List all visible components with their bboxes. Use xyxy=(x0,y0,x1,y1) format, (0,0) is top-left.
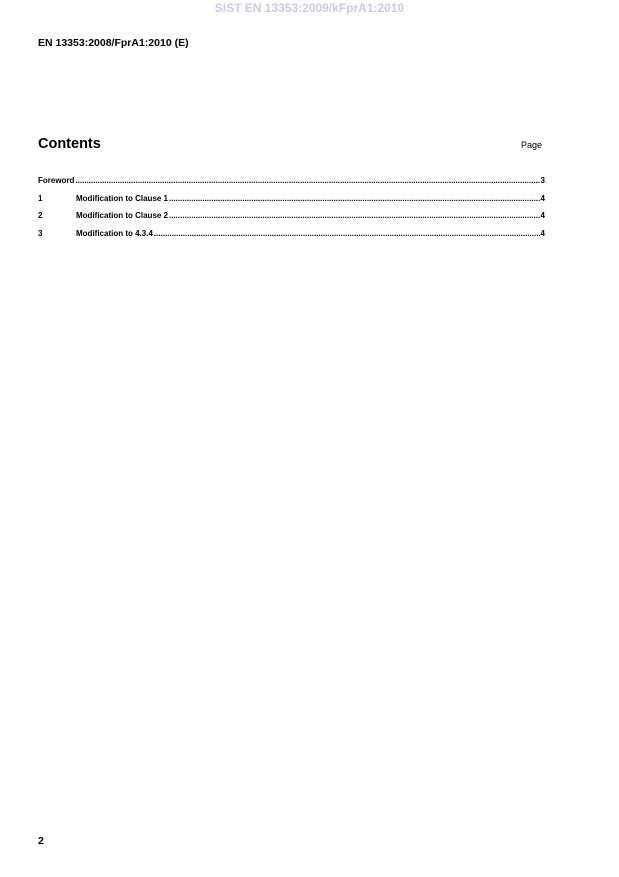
page-number: 2 xyxy=(38,835,44,847)
watermark: SIST EN 13353:2009/kFprA1:2010 xyxy=(214,1,405,15)
toc-entry-page: 4 xyxy=(540,193,545,203)
toc-entry-page: 4 xyxy=(540,211,545,221)
toc-entry-number: 2 xyxy=(38,211,43,221)
toc-entry-number: 1 xyxy=(38,193,43,203)
toc-leader-dots xyxy=(169,211,540,220)
document-header: EN 13353:2008/FprA1:2010 (E) xyxy=(38,37,189,49)
toc-entry-label: Modification to Clause 2 xyxy=(76,211,169,221)
toc-entry-1[interactable] xyxy=(38,194,545,212)
toc-entry-page: 3 xyxy=(540,176,545,185)
toc-leader-dots xyxy=(75,176,539,185)
contents-title: Contents xyxy=(38,136,101,152)
toc-entry-2[interactable] xyxy=(38,211,545,229)
toc-leader-dots xyxy=(169,194,540,203)
toc-leader-dots xyxy=(154,229,540,238)
toc-entry-label: Modification to Clause 1 xyxy=(76,193,169,203)
toc-entry-foreword[interactable] xyxy=(38,176,545,194)
toc-entry-number: 3 xyxy=(38,228,43,238)
page-column-label: Page xyxy=(521,140,543,150)
toc-entry-label: Foreword xyxy=(38,176,75,185)
toc-entry-label: Modification to 4.3.4 xyxy=(76,228,153,238)
toc-entry-3[interactable] xyxy=(38,229,545,247)
toc-entry-page: 4 xyxy=(540,228,545,238)
table-of-contents xyxy=(38,176,545,246)
